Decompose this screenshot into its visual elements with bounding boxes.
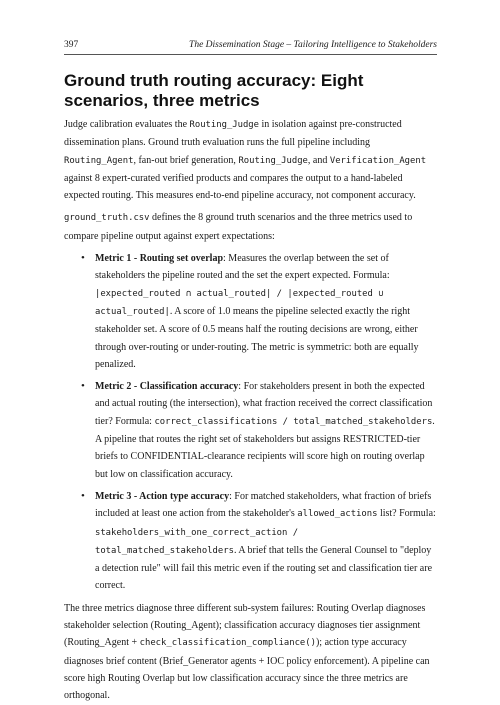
text-run: : For stakeholders present in both the expected and actual routing (the intersection), what fraction received the correct classification tier? Formula:	[95, 381, 433, 427]
closing-paragraph	[64, 600, 437, 705]
text-run: list? Formula:	[377, 508, 436, 520]
inline-code: allowed_actions	[297, 509, 378, 520]
text-run: : Measures the overlap between the set of stakeholders the pipeline routed and the set the expert expected. Formula:	[95, 253, 390, 282]
inline-code: Routing_Judge	[189, 120, 259, 130]
metric-item-classification-accuracy	[95, 378, 437, 483]
csv-paragraph	[64, 209, 437, 245]
text-run: , fan-out brief generation,	[133, 154, 239, 166]
running-header	[64, 40, 437, 55]
text-run: Judge calibration evaluates the	[64, 119, 190, 130]
running-title: The Dissemination Stage – Tailoring Intelligence to Stakeholders	[189, 40, 437, 50]
metrics-list	[64, 250, 437, 595]
formula-code: stakeholders_with_one_correct_action / total_matched_stakeholders	[95, 527, 299, 556]
metric-label: Metric 2 - Classification accuracy	[95, 381, 239, 393]
inline-code: ground_truth.csv	[64, 213, 150, 224]
inline-code: Routing_Agent	[64, 155, 134, 166]
formula-code: |expected_routed ∩ actual_routed| / |expected_routed ∪ actual_routed|	[95, 288, 384, 317]
metric-item-action-type-accuracy	[95, 488, 437, 595]
text-run: against 8 expert-curated verified products and compares the output to a hand-labeled expected routing. This measures end-to-end pipeline accuracy, not component accuracy.	[64, 172, 416, 202]
text-run: The three metrics diagnose three different sub-system failures: Routing Overlap diagnoses stakeholder selection (Routing_Agent); classification accuracy diagnoses tier assignment (Routing_Agent +	[64, 602, 426, 649]
metric-item-routing-overlap	[95, 250, 437, 373]
inline-code: Verification_Agent	[329, 155, 427, 166]
metric-label: Metric 1 - Routing set overlap	[95, 253, 224, 265]
text-run: . A score of 1.0 means the pipeline selected exactly the right stakeholder set. A score of 0.5 means half the routing decisions are wrong, either through over-routing or under-routing. The metric is symmetric: both are equally penalized.	[95, 305, 419, 370]
inline-code: Routing_Judge	[238, 155, 308, 166]
text-run: defines the 8 ground truth scenarios and the three metrics used to compare pipeline output against expert expectations:	[64, 212, 413, 242]
metric-label: Metric 3 - Action type accuracy	[95, 490, 230, 502]
text-run: . A brief that tells the General Counsel to "deploy a detection rule" will fail this metric even if the routing set and classification tier are correct.	[95, 544, 433, 592]
section-title: Ground truth routing accuracy: Eight scenarios, three metrics	[64, 71, 364, 110]
text-run: in isolation against pre-constructed dissemination plans. Ground truth evaluation runs the full pipeline including	[64, 119, 402, 149]
text-run: . A pipeline that routes the right set of stakeholders but assigns RESTRICTED-tier briefs to CONFIDENTIAL-clearance recipients will score high on routing overlap but low on classification accuracy.	[95, 415, 435, 480]
text-run: , and	[307, 154, 330, 166]
page-number: 397	[64, 40, 79, 50]
text-run: ); action type accuracy diagnoses brief content (Brief_Generator agents + IOC policy enforcement). A pipeline can score high Routing Overlap but low classification accuracy since the three metrics are orthogonal.	[64, 637, 430, 702]
text-run: : For matched stakeholders, what fraction of briefs included at least one action from the stakeholder's	[95, 490, 432, 520]
formula-code: correct_classifications / total_matched_stakeholders	[154, 416, 433, 427]
inline-code: check_classification_compliance()	[139, 638, 316, 649]
intro-paragraph	[64, 116, 437, 204]
